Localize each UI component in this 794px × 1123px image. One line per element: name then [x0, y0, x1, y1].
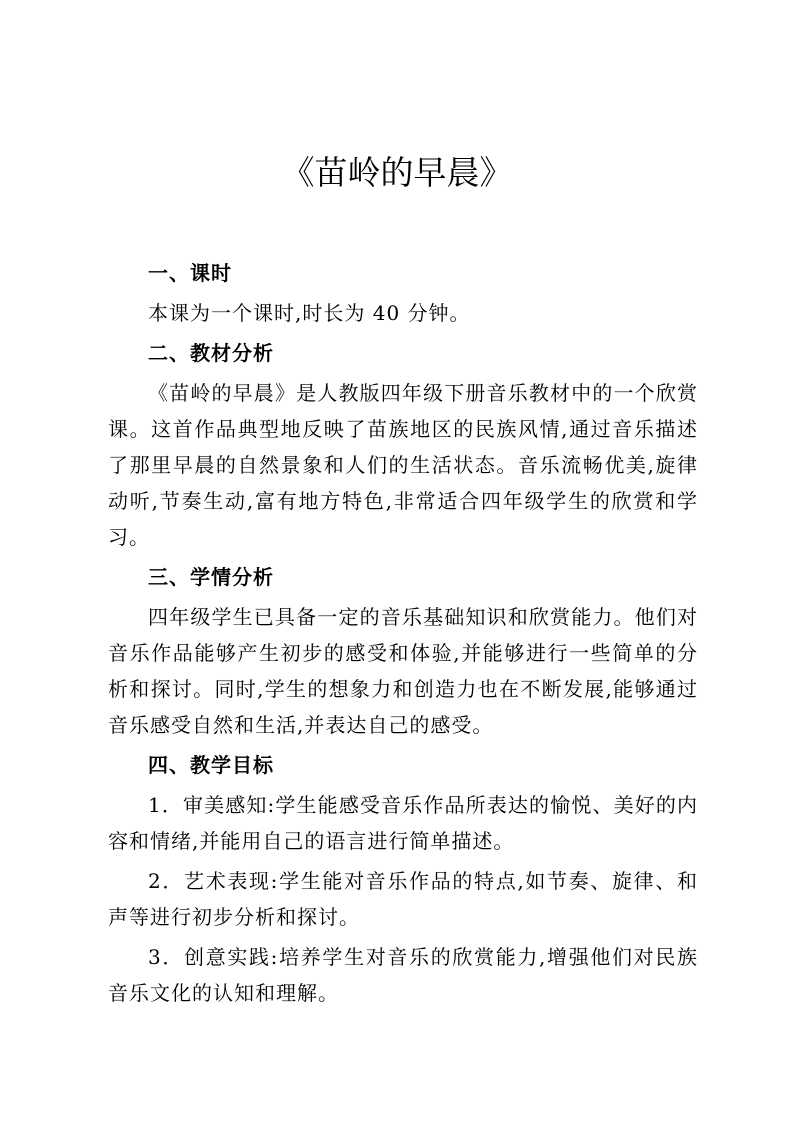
- goal-item: 2．艺术表现:学生能对音乐作品的特点,如节奏、旋律、和声等进行初步分析和探讨。: [108, 869, 698, 929]
- section-material-analysis: [108, 335, 698, 555]
- section-heading: 二、教材分析: [148, 341, 274, 365]
- document-body: [108, 255, 698, 1015]
- section-heading: 三、学情分析: [148, 565, 274, 589]
- goal-item: 1．审美感知:学生能感受音乐作品所表达的愉悦、美好的内容和情绪,并能用自己的语言进行简单描述。: [108, 793, 698, 853]
- section-paragraph: 《苗岭的早晨》是人教版四年级下册音乐教材中的一个欣赏课。这首作品典型地反映了苗族地区的民族风情,通过音乐描述了那里早晨的自然景象和人们的生活状态。音乐流畅优美,旋律动听,节奏生动,富有地方特色,非常适合四年级学生的欣赏和学习。: [108, 381, 698, 549]
- document-title: 《苗岭的早晨》: [281, 153, 513, 192]
- section-teaching-goals: [108, 747, 698, 1011]
- section-paragraph: 本课为一个课时,时长为 40 分钟。: [148, 301, 471, 325]
- goal-item: 3．创意实践:培养学生对音乐的欣赏能力,增强他们对民族音乐文化的认知和理解。: [108, 945, 698, 1005]
- section-class-hours: [108, 255, 698, 331]
- section-heading: 四、教学目标: [148, 753, 274, 777]
- section-paragraph: 四年级学生已具备一定的音乐基础知识和欣赏能力。他们对音乐作品能够产生初步的感受和体验,并能够进行一些简单的分析和探讨。同时,学生的想象力和创造力也在不断发展,能够通过音乐感受自然和生活,并表达自己的感受。: [108, 605, 698, 737]
- section-student-analysis: [108, 559, 698, 743]
- section-heading: 一、课时: [148, 261, 232, 285]
